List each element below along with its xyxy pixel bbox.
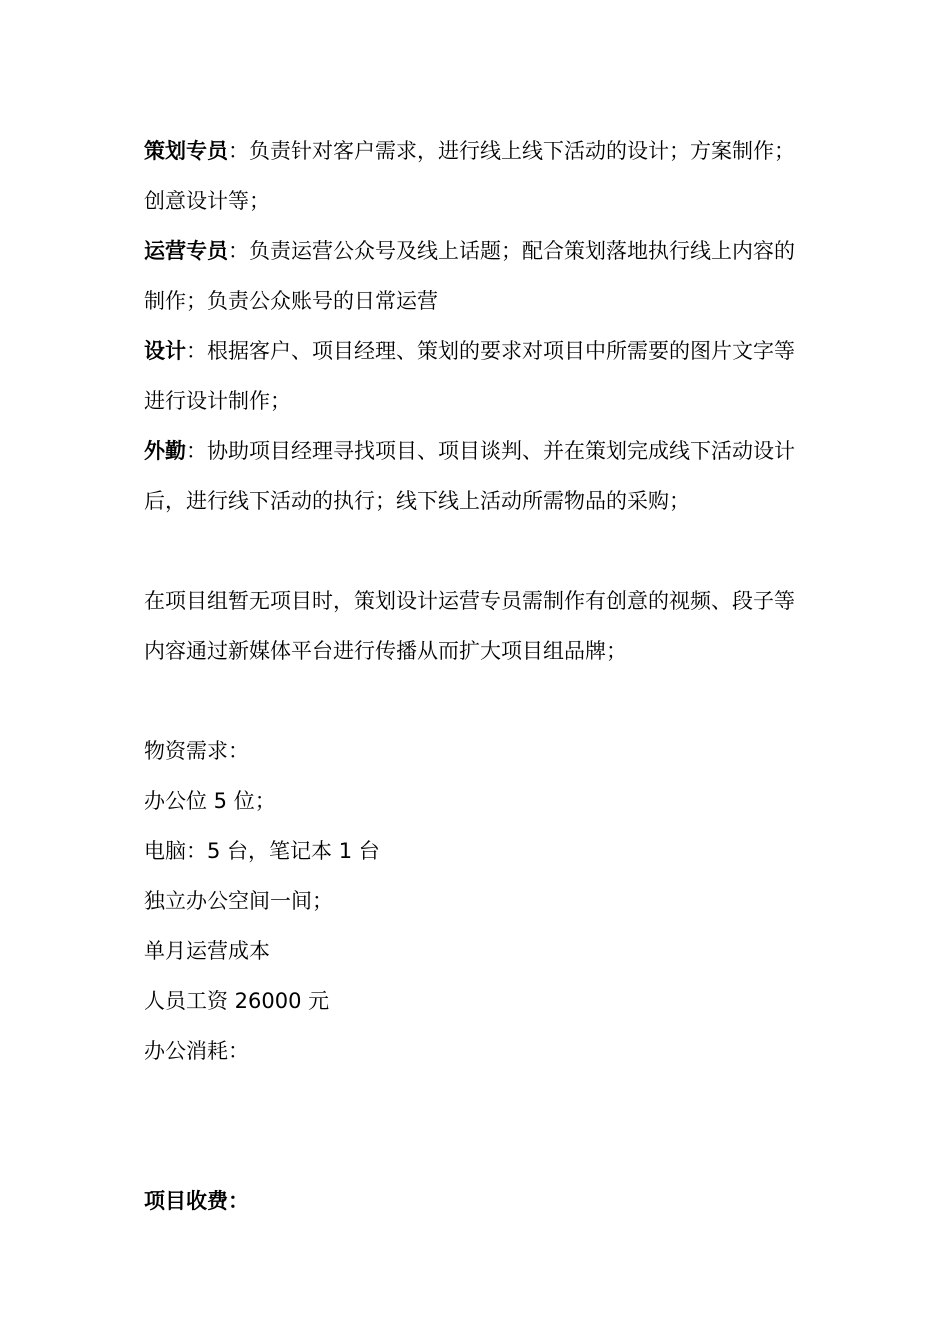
blank-line	[144, 526, 809, 576]
costs-item: 办公消耗：	[144, 1039, 249, 1063]
role-operations	[144, 226, 809, 326]
idle-note: 在项目组暂无项目时，策划设计运营专员需制作有创意的视频、段子等内容通过新媒体平台进行传播从而扩大项目组品牌；	[144, 589, 795, 663]
role-term: 设计	[144, 339, 186, 363]
blank-line	[144, 1076, 809, 1176]
materials-item: 办公位 5 位；	[144, 789, 276, 813]
role-separator: ：	[186, 439, 207, 463]
materials-item: 电脑：5 台，笔记本 1 台	[144, 839, 380, 863]
role-description: 协助项目经理寻找项目、项目谈判、并在策划完成线下活动设计后，进行线下活动的执行；线下线上活动所需物品的采购；	[144, 439, 795, 513]
fees-heading: 项目收费：	[144, 1189, 249, 1213]
role-field	[144, 426, 809, 526]
materials-heading: 物资需求：	[144, 739, 249, 763]
materials-item: 独立办公空间一间；	[144, 889, 333, 913]
role-description: 负责运营公众号及线上话题；配合策划落地执行线上内容的制作；负责公众账号的日常运营	[144, 239, 795, 313]
role-description: 负责针对客户需求，进行线上线下活动的设计；方案制作；创意设计等；	[144, 139, 795, 213]
role-term: 运营专员	[144, 239, 228, 263]
role-description: 根据客户、项目经理、策划的要求对项目中所需要的图片文字等进行设计制作；	[144, 339, 795, 413]
role-term: 策划专员	[144, 139, 228, 163]
role-term: 外勤	[144, 439, 186, 463]
role-separator: ：	[228, 139, 249, 163]
role-separator: ：	[186, 339, 207, 363]
document-body	[144, 126, 809, 1226]
costs-heading: 单月运营成本	[144, 939, 270, 963]
role-separator: ：	[228, 239, 249, 263]
role-design	[144, 326, 809, 426]
costs-item: 人员工资 26000 元	[144, 989, 330, 1013]
role-planner	[144, 126, 809, 226]
blank-line	[144, 676, 809, 726]
